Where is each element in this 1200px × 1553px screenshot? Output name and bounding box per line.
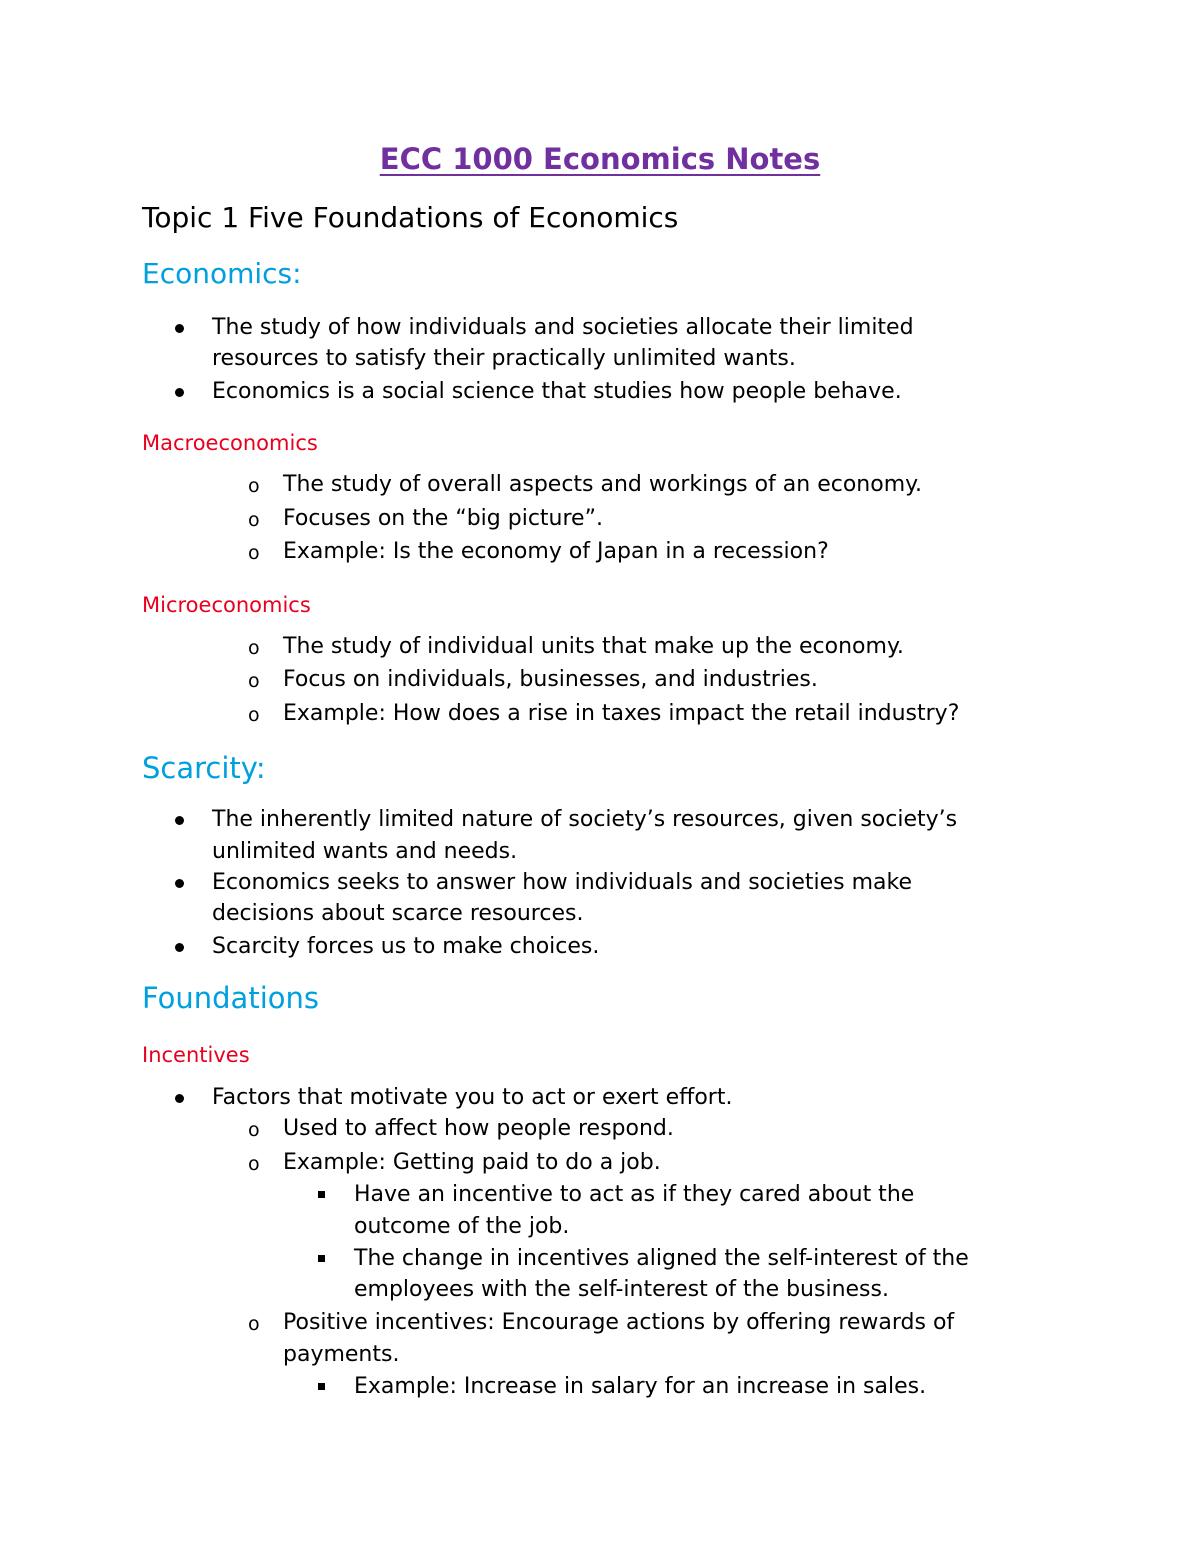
micro-item-1: The study of individual units that make up the economy. [283,634,904,659]
incentives-sub-2: Example: Getting paid to do a job. [283,1150,661,1175]
bullet-dot-icon [175,816,184,825]
hollow-bullet-icon: o [248,1153,260,1175]
incentives-sq-1-line-1: Have an incentive to act as if they cared about the [354,1182,915,1207]
incentives-sq-1-line-2: outcome of the job. [354,1214,570,1239]
document-title: ECC 1000 Economics Notes [379,142,821,176]
hollow-bullet-icon: o [248,1119,260,1141]
micro-item-3: Example: How does a rise in taxes impact the retail industry? [283,701,960,726]
hollow-bullet-icon: o [248,704,260,726]
macro-item-3: Example: Is the economy of Japan in a recession? [283,539,829,564]
square-bullet-icon [318,1383,325,1390]
incentives-sq-2-line-2: employees with the self-interest of the business. [354,1277,889,1302]
microeconomics-heading: Microeconomics [142,593,311,617]
bullet-dot-icon [175,943,184,952]
bullet-dot-icon [175,324,184,333]
economics-bullet-1-line-2: resources to satisfy their practically unlimited wants. [212,346,796,371]
scarcity-bullet-2-line-1: Economics seeks to answer how individuals and societies make [212,870,913,895]
bullet-dot-icon [175,879,184,888]
economics-heading: Economics: [142,257,302,290]
scarcity-bullet-1-line-1: The inherently limited nature of society’s resources, given society’s [212,807,958,832]
topic-title: Topic 1 Five Foundations of Economics [142,201,679,234]
incentives-sub-3-line-2: payments. [283,1342,400,1367]
incentives-sub-1: Used to affect how people respond. [283,1116,674,1141]
economics-bullet-1-line-1: The study of how individuals and societies allocate their limited [212,315,914,340]
scarcity-bullet-1-line-2: unlimited wants and needs. [212,839,518,864]
bullet-dot-icon [175,388,184,397]
square-bullet-icon [318,1191,325,1198]
macro-item-1: The study of overall aspects and workings of an economy. [283,472,923,497]
economics-bullet-2: Economics is a social science that studies how people behave. [212,379,902,404]
incentives-sq-2-line-1: The change in incentives aligned the self-interest of the [354,1246,969,1271]
incentives-bullet: Factors that motivate you to act or exert effort. [212,1085,733,1110]
hollow-bullet-icon: o [248,1313,260,1335]
scarcity-heading: Scarcity: [142,751,266,785]
square-bullet-icon [318,1255,325,1262]
scarcity-bullet-3: Scarcity forces us to make choices. [212,934,600,959]
hollow-bullet-icon: o [248,475,260,497]
incentives-sub-3-line-1: Positive incentives: Encourage actions by offering rewards of [283,1310,955,1335]
incentives-sq-3: Example: Increase in salary for an increase in sales. [354,1374,927,1399]
hollow-bullet-icon: o [248,542,260,564]
incentives-heading: Incentives [142,1043,250,1067]
hollow-bullet-icon: o [248,637,260,659]
foundations-heading: Foundations [142,981,319,1015]
hollow-bullet-icon: o [248,670,260,692]
macroeconomics-heading: Macroeconomics [142,431,318,455]
macro-item-2: Focuses on the “big picture”. [283,506,603,531]
micro-item-2: Focus on individuals, businesses, and industries. [283,667,818,692]
bullet-dot-icon [175,1094,184,1103]
hollow-bullet-icon: o [248,509,260,531]
scarcity-bullet-2-line-2: decisions about scarce resources. [212,901,584,926]
